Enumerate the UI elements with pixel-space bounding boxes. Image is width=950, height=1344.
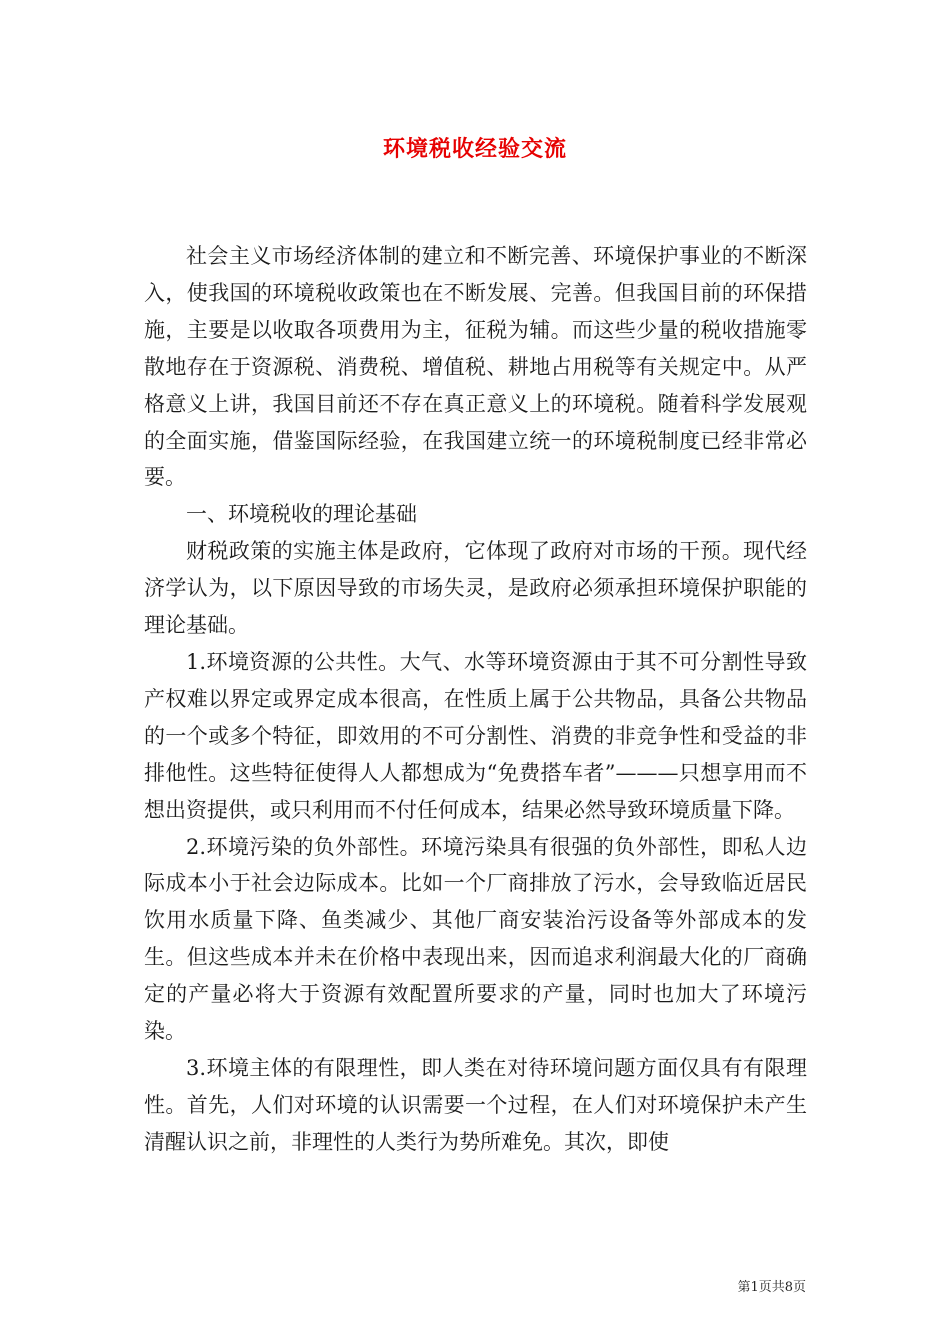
document-title: 环境税收经验交流 [382, 136, 567, 162]
paragraph-point-1: 1.环境资源的公共性。大气、水等环境资源由于其不可分割性导致产权难以界定或界定成本很高，在性质上属于公共物品，具备公共物品的一个或多个特征，即效用的不可分割性、消费的非竞争性和受益的非排他性。这些特征使得人人都想成为“免费搭车者”———只想享用而不想出资提供，或只利用而不付任何成本，结果必然导致环境质量下降。 [144, 649, 807, 822]
page-number: 第1页共8页 [737, 1280, 806, 1295]
paragraph-theory: 财税政策的实施主体是政府，它体现了政府对市场的干预。现代经济学认为，以下原因导致的市场失灵，是政府必须承担环境保护职能的理论基础。 [144, 539, 807, 638]
paragraph-point-2: 2.环境污染的负外部性。环境污染具有很强的负外部性，即私人边际成本小于社会边际成本。比如一个厂商排放了污水，会导致临近居民饮用水质量下降、鱼类减少、其他厂商安装治污设备等外部成本的发生。但这些成本并未在价格中表现出来，因而追求利润最大化的厂商确定的产量必将大于资源有效配置所要求的产量，同时也加大了环境污染。 [144, 834, 807, 1044]
paragraph-point-3: 3.环境主体的有限理性，即人类在对待环境问题方面仅具有有限理性。首先，人们对环境的认识需要一个过程，在人们对环境保护未产生清醒认识之前，非理性的人类行为势所难免。其次，即使 [144, 1055, 807, 1154]
section-heading: 一、环境税收的理论基础 [186, 502, 417, 527]
paragraph-intro: 社会主义市场经济体制的建立和不断完善、环境保护事业的不断深入，使我国的环境税收政策也在不断发展、完善。但我国目前的环保措施，主要是以收取各项费用为主，征税为辅。而这些少量的税收措施零散地存在于资源税、消费税、增值税、耕地占用税等有关规定中。从严格意义上讲，我国目前还不存在真正意义上的环境税。随着科学发展观的全面实施，借鉴国际经验，在我国建立统一的环境税制度已经非常必要。 [144, 244, 807, 490]
document-body [144, 238, 807, 1161]
